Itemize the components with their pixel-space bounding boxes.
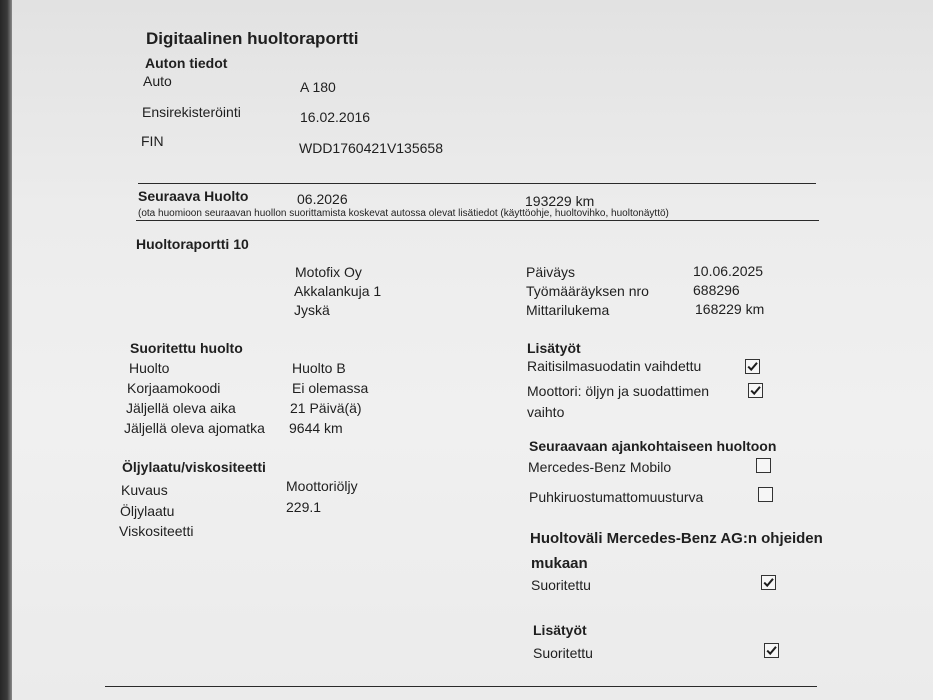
oil-heading: Öljylaatu/viskositeetti — [122, 459, 266, 475]
checkmark-icon — [749, 384, 762, 397]
workshop-code-value: Ei olemassa — [292, 380, 369, 396]
divider-next-service — [136, 220, 819, 221]
next-current-heading: Seuraavaan ajankohtaiseen huoltoon — [529, 438, 777, 454]
car-model-label: Auto — [143, 73, 172, 89]
viscosity-label: Viskositeetti — [119, 523, 194, 539]
interval-done-label: Suoritettu — [531, 577, 591, 593]
service-value: Huolto B — [292, 360, 346, 376]
report-date-value: 10.06.2025 — [693, 263, 764, 279]
service-label: Huolto — [129, 360, 170, 376]
extra-work-heading: Lisätyöt — [527, 340, 581, 356]
performed-service-heading: Suoritettu huolto — [130, 340, 243, 356]
extra-work-item-1: Raitisilmasuodatin vaihdettu — [527, 358, 702, 374]
report-heading: Huoltoraportti 10 — [136, 236, 249, 252]
checkmark-icon — [746, 360, 759, 373]
work-order-value: 688296 — [693, 282, 740, 298]
next-service-km: 193229 km — [525, 193, 595, 209]
interval-done-checkbox[interactable] — [761, 575, 776, 590]
extra-work-2-done-label: Suoritettu — [533, 645, 593, 661]
car-info-heading: Auton tiedot — [145, 55, 228, 71]
next-service-date: 06.2026 — [297, 191, 348, 207]
car-model-value: A 180 — [300, 79, 336, 95]
workshop-city: Jyskä — [294, 302, 330, 318]
document-title: Digitaalinen huoltoraportti — [146, 29, 359, 48]
divider-top — [138, 183, 816, 184]
interval-heading-line-2: mukaan — [531, 555, 588, 572]
rust-warranty-checkbox[interactable] — [758, 487, 773, 502]
oil-quality-value: 229.1 — [286, 499, 322, 515]
mobilo-checkbox[interactable] — [756, 458, 771, 473]
odometer-value: 168229 km — [695, 301, 765, 317]
remaining-distance-value: 9644 km — [289, 420, 343, 436]
extra-work-item-2-line-2: vaihto — [527, 404, 565, 420]
remaining-time-label: Jäljellä oleva aika — [126, 400, 236, 416]
oil-quality-label: Öljylaatu — [120, 503, 175, 519]
oil-description-label: Kuvaus — [121, 482, 168, 498]
interval-heading-line-1: Huoltoväli Mercedes-Benz AG:n ohjeiden — [530, 530, 823, 547]
divider-bottom — [105, 686, 817, 687]
first-registration-value: 16.02.2016 — [300, 109, 371, 125]
first-registration-label: Ensirekisteröinti — [142, 104, 241, 120]
mobilo-label: Mercedes-Benz Mobilo — [528, 459, 672, 475]
report-date-label: Päiväys — [526, 264, 576, 280]
extra-work-2-heading: Lisätyöt — [533, 622, 587, 638]
oil-description-value: Moottoriöljy — [286, 478, 358, 494]
background-edge — [0, 0, 12, 700]
extra-work-item-2-line-1: Moottori: öljyn ja suodattimen — [527, 383, 710, 399]
work-order-label: Työmääräyksen nro — [526, 283, 649, 299]
odometer-label: Mittarilukema — [526, 302, 610, 318]
checkmark-icon — [765, 644, 778, 657]
checkmark-icon — [762, 576, 775, 589]
rust-warranty-label: Puhkiruostumattomuusturva — [529, 489, 704, 505]
fin-label: FIN — [141, 133, 164, 149]
fin-value: WDD1760421V135658 — [299, 140, 443, 156]
extra-work-2-done-checkbox[interactable] — [764, 643, 779, 658]
workshop-name: Motofix Oy — [295, 264, 362, 280]
extra-work-item-2-checkbox[interactable] — [748, 383, 763, 398]
workshop-street: Akkalankuja 1 — [294, 283, 382, 299]
extra-work-item-1-checkbox[interactable] — [745, 359, 760, 374]
next-service-label: Seuraava Huolto — [138, 188, 249, 204]
remaining-time-value: 21 Päivä(ä) — [290, 400, 362, 416]
workshop-code-label: Korjaamokoodi — [127, 380, 221, 396]
remaining-distance-label: Jäljellä oleva ajomatka — [124, 420, 265, 436]
next-service-note: (ota huomioon seuraavan huollon suorittamista koskevat autossa olevat lisätiedot (käyttöohje, huoltovihko, huoltonäyttö) — [138, 208, 669, 219]
